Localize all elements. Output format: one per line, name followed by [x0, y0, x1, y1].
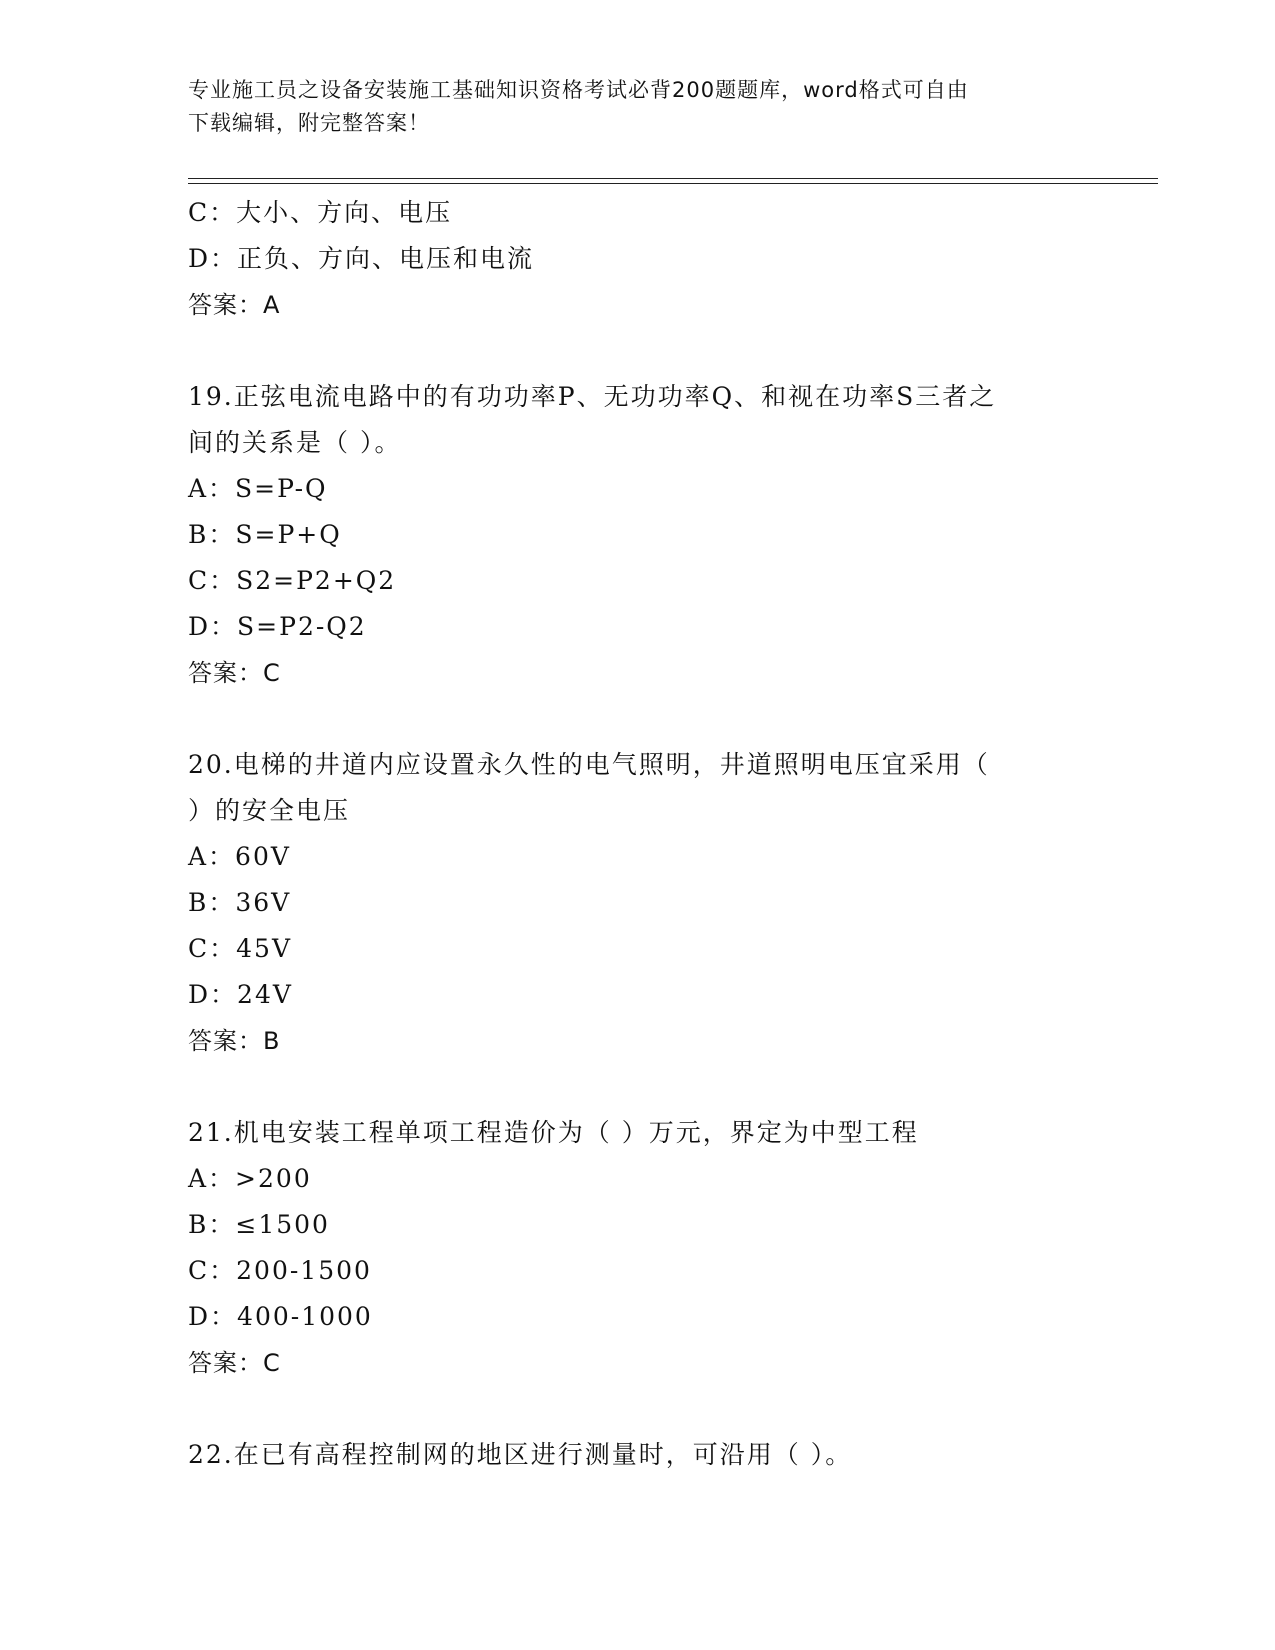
answer-line: 答案：C [188, 1349, 281, 1377]
option-a: A：60V [188, 842, 291, 871]
question-21 [188, 1110, 1088, 1386]
option-b: B：≤1500 [188, 1210, 330, 1239]
document-body [188, 190, 1088, 1478]
option-c: C：200-1500 [188, 1256, 372, 1285]
header-rule-bottom [188, 183, 1158, 184]
spacer [188, 696, 1088, 742]
option-c: C：大小、方向、电压 [188, 198, 453, 227]
header-line-1: 专业施工员之设备安装施工基础知识资格考试必背200题题库，word格式可自由 [188, 78, 969, 102]
question-stem: 22.在已有高程控制网的地区进行测量时，可沿用（ ）。 [188, 1440, 853, 1469]
option-d: D：24V [188, 980, 293, 1009]
spacer [188, 328, 1088, 374]
question-stem-cont: 间的关系是（ ）。 [188, 428, 402, 457]
option-a: A：S=P-Q [188, 474, 328, 503]
question-stem-cont: ）的安全电压 [188, 796, 351, 825]
document-header [188, 74, 1068, 140]
option-b: B：36V [188, 888, 292, 917]
option-a: A：>200 [188, 1164, 312, 1193]
answer-line: 答案：C [188, 659, 281, 687]
spacer [188, 1386, 1088, 1432]
answer-line: 答案：B [188, 1027, 281, 1055]
question-19 [188, 374, 1088, 696]
option-d: D：400-1000 [188, 1302, 373, 1331]
question-stem: 20.电梯的井道内应设置永久性的电气照明，井道照明电压宜采用（ [188, 750, 990, 779]
question-stem: 21.机电安装工程单项工程造价为（ ）万元，界定为中型工程 [188, 1118, 919, 1147]
header-rule-top [188, 178, 1158, 179]
option-d: D：S=P2-Q2 [188, 612, 367, 641]
option-c: C：45V [188, 934, 292, 963]
option-d: D：正负、方向、电压和电流 [188, 244, 535, 273]
spacer [188, 1064, 1088, 1110]
answer-line: 答案：A [188, 291, 281, 319]
header-line-2: 下载编辑，附完整答案！ [188, 111, 430, 135]
question-stem: 19.正弦电流电路中的有功功率P、无功功率Q、和视在功率S三者之 [188, 382, 997, 411]
question-18-tail [188, 190, 1088, 328]
question-20 [188, 742, 1088, 1064]
option-b: B：S=P+Q [188, 520, 342, 549]
option-c: C：S2=P2+Q2 [188, 566, 397, 595]
question-22 [188, 1432, 1088, 1478]
